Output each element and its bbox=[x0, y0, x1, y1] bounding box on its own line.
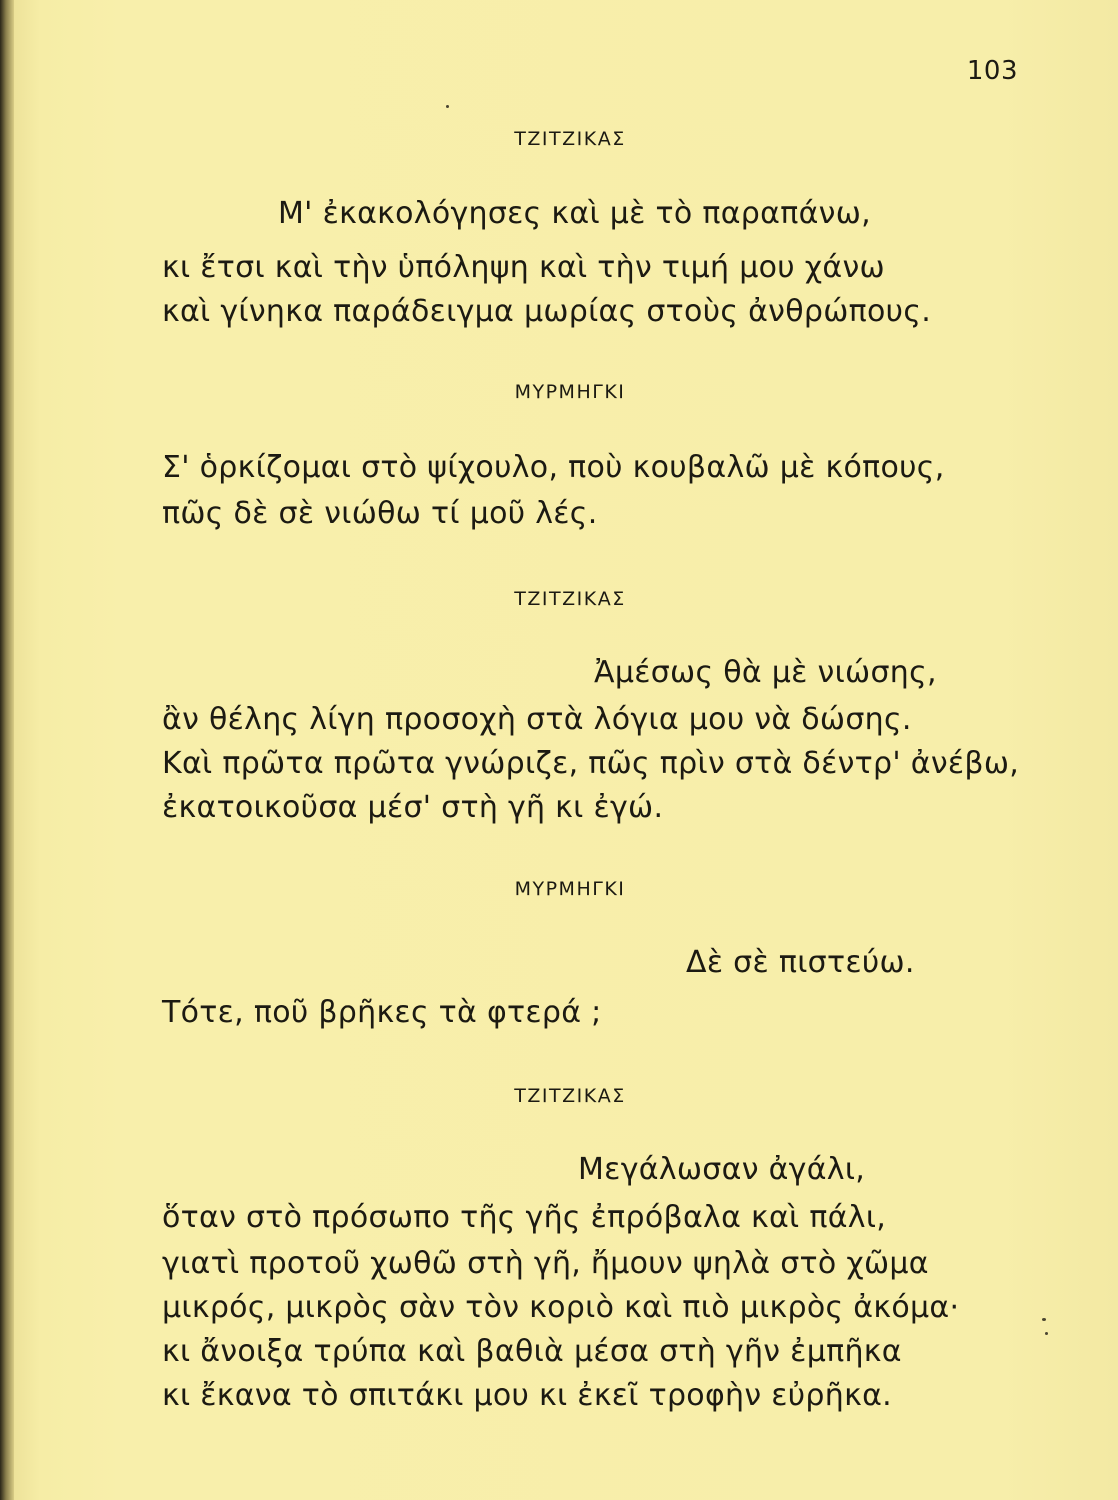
verse-line: κι ἔτσι καὶ τὴν ὑπόληψη καὶ τὴν τιμή μου χάνω bbox=[162, 250, 885, 285]
paper-speck bbox=[1042, 1318, 1046, 1321]
speaker-heading: ΜΥΡΜΗΓΚΙ bbox=[514, 381, 626, 403]
speaker-heading: ΤΖΙΤΖΙΚΑΣ bbox=[514, 1085, 626, 1107]
verse-line: Μεγάλωσαν ἀγάλι, bbox=[578, 1152, 866, 1187]
verse-line: Ἀμέσως θὰ μὲ νιώσης, bbox=[594, 655, 937, 690]
page-number: 103 bbox=[966, 56, 1018, 86]
verse-line: Μ' ἐκακολόγησες καὶ μὲ τὸ παραπάνω, bbox=[278, 196, 871, 231]
verse-line: Καὶ πρῶτα πρῶτα γνώριζε, πῶς πρὶν στὰ δέντρ' ἀνέβω, bbox=[162, 746, 1020, 781]
verse-line: Δὲ σὲ πιστεύω. bbox=[686, 945, 915, 980]
verse-line: καὶ γίνηκα παράδειγμα μωρίας στοὺς ἀνθρώπους. bbox=[162, 294, 932, 329]
speaker-heading: ΤΖΙΤΖΙΚΑΣ bbox=[514, 588, 626, 610]
verse-line: ὅταν στὸ πρόσωπο τῆς γῆς ἐπρόβαλα καὶ πάλι, bbox=[162, 1200, 887, 1235]
page-gutter bbox=[0, 0, 14, 1500]
verse-line: Τότε, ποῦ βρῆκες τὰ φτερά ; bbox=[162, 995, 602, 1030]
speaker-heading: ΤΖΙΤΖΙΚΑΣ bbox=[514, 128, 626, 150]
verse-line: ἂν θέλης λίγη προσοχὴ στὰ λόγια μου νὰ δώσης. bbox=[162, 702, 912, 737]
verse-line: μικρός, μικρὸς σὰν τὸν κοριὸ καὶ πιὸ μικρὸς ἀκόμα· bbox=[162, 1290, 960, 1325]
verse-line: κι ἔκανα τὸ σπιτάκι μου κι ἐκεῖ τροφὴν εὐρῆκα. bbox=[162, 1378, 892, 1413]
paper-speck bbox=[446, 105, 449, 108]
verse-line: ἐκατοικοῦσα μέσ' στὴ γῆ κι ἐγώ. bbox=[162, 790, 664, 825]
verse-line: Σ' ὁρκίζομαι στὸ ψίχουλο, ποὺ κουβαλῶ μὲ κόπους, bbox=[162, 450, 945, 485]
paper-speck bbox=[1045, 1332, 1048, 1335]
verse-line: γιατὶ προτοῦ χωθῶ στὴ γῆ, ἤμουν ψηλὰ στὸ χῶμα bbox=[162, 1246, 929, 1281]
verse-line: πῶς δὲ σὲ νιώθω τί μοῦ λές. bbox=[162, 496, 598, 531]
verse-line: κι ἄνοιξα τρύπα καὶ βαθιὰ μέσα στὴ γῆν ἐμπῆκα bbox=[162, 1334, 902, 1369]
speaker-heading: ΜΥΡΜΗΓΚΙ bbox=[514, 878, 626, 900]
